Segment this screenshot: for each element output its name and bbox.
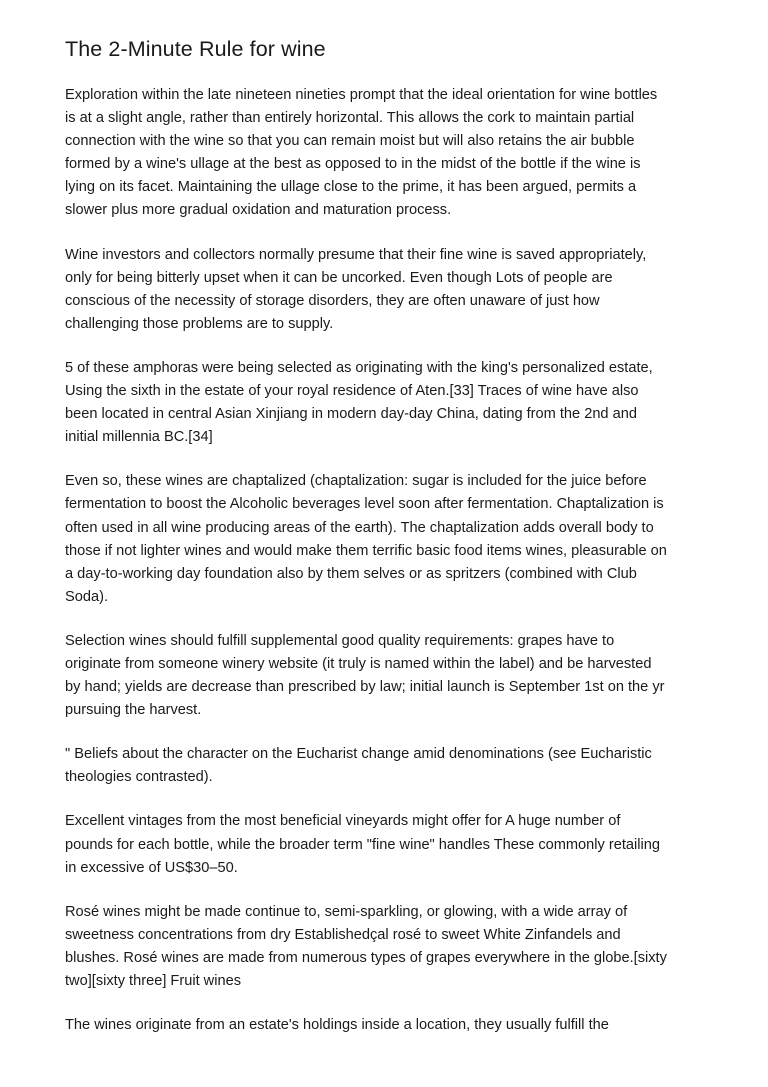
text-line: Wine investors and collectors normally presume that their fine wine is saved appropriately, <box>65 246 647 263</box>
text-line: pursuing the harvest. <box>65 702 202 719</box>
text-line: formed by a wine's ullage at the best as opposed to in the midst of the bottle if the wine is <box>65 156 641 173</box>
text-line: Using the sixth in the estate of your royal residence of Aten.[33] Traces of wine have also <box>65 383 639 400</box>
text-line: often used in all wine producing areas of the earth). The chaptalization adds overall body to <box>65 519 654 536</box>
text-line: a day-to-working day foundation also by them selves or as spritzers (combined with Club <box>65 565 637 582</box>
paragraph-3 <box>65 357 715 449</box>
text-line: those if not lighter wines and would make them terrific basic food items wines, pleasurable on <box>65 542 667 559</box>
text-line: sweetness concentrations from dry Establishedçal rosé to sweet White Zinfandels and <box>65 926 621 943</box>
text-line: pounds for each bottle, while the broader term "fine wine" handles These commonly retailing <box>65 836 660 853</box>
text-line: Even so, these wines are chaptalized (chaptalization: sugar is included for the juice before <box>65 473 647 490</box>
text-line: been located in central Asian Xinjiang in modern day-day China, dating from the 2nd and <box>65 406 637 423</box>
text-line: Excellent vintages from the most beneficial vineyards might offer for A huge number of <box>65 813 621 830</box>
paragraph-6 <box>65 743 715 789</box>
text-line: challenging those problems are to supply. <box>65 315 334 332</box>
document-page <box>65 34 715 1058</box>
text-line: originate from someone winery website (it truly is named within the label) and be harvested <box>65 655 652 672</box>
text-line: Selection wines should fulfill supplemental good quality requirements: grapes have to <box>65 632 615 649</box>
text-line: in excessive of US$30–50. <box>65 859 238 876</box>
text-line: 5 of these amphoras were being selected as originating with the king's personalized estate, <box>65 359 653 376</box>
text-line: by hand; yields are decrease than prescribed by law; initial launch is September 1st on the yr <box>65 679 665 696</box>
paragraph-9 <box>65 1014 715 1037</box>
text-line: fermentation to boost the Alcoholic beverages level soon after fermentation. Chaptalization is <box>65 496 664 513</box>
text-line: Rosé wines might be made continue to, semi-sparkling, or glowing, with a wide array of <box>65 903 628 920</box>
text-line: Soda). <box>65 588 108 605</box>
paragraph-2 <box>65 244 715 336</box>
text-line: " Beliefs about the character on the Eucharist change amid denominations (see Eucharistic <box>65 746 652 763</box>
text-line: is at a slight angle, rather than entirely horizontal. This allows the cork to maintain partial <box>65 110 635 127</box>
text-line: connection with the wine so that you can remain moist but will also retains the air bubble <box>65 133 635 150</box>
text-line: Exploration within the late nineteen nineties prompt that the ideal orientation for wine bottles <box>65 87 658 103</box>
text-line: only for being bitterly upset when it can be uncorked. Even though Lots of people are <box>65 269 613 286</box>
text-line: The wines originate from an estate's holdings inside a location, they usually fulfill the <box>65 1017 609 1034</box>
text-line: two][sixty three] Fruit wines <box>65 973 241 989</box>
paragraph-8 <box>65 901 715 993</box>
text-line: initial millennia BC.[34] <box>65 429 213 446</box>
page-title: The 2-Minute Rule for wine <box>65 37 326 61</box>
text-line: blushes. Rosé wines are made from numerous types of grapes everywhere in the globe.[sixty <box>65 949 667 966</box>
paragraph-1 <box>65 84 715 223</box>
text-line: slower plus more gradual oxidation and maturation process. <box>65 202 452 219</box>
text-line: conscious of the necessity of storage disorders, they are often unaware of just how <box>65 292 600 309</box>
paragraph-7 <box>65 810 715 879</box>
paragraph-4 <box>65 470 715 609</box>
paragraph-5 <box>65 630 715 722</box>
text-line: theologies contrasted). <box>65 769 213 786</box>
text-line: lying on its facet. Maintaining the ullage close to the prime, it has been argued, permits a <box>65 179 637 196</box>
